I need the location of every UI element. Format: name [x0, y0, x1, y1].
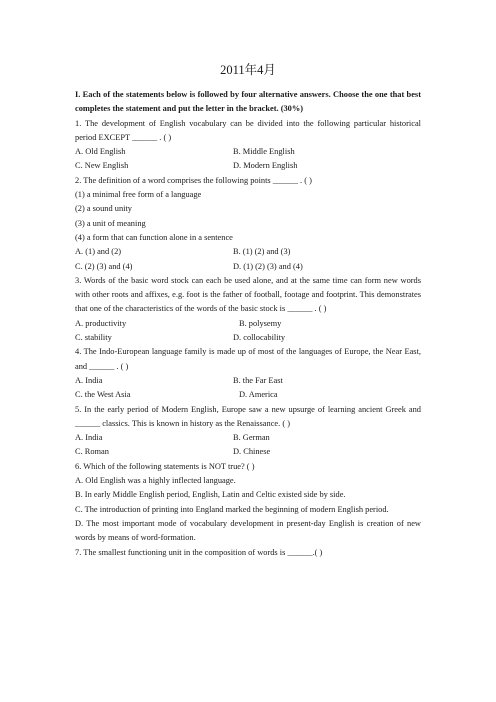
question-1-options-ab [75, 145, 421, 159]
option-c: C. stability [75, 333, 112, 343]
option-a: A. India [75, 433, 103, 443]
question-2-options-ab [75, 245, 421, 259]
question-2-point-4: (4) a form that can function alone in a sentence [75, 232, 233, 242]
question-3-options-ab [75, 317, 421, 331]
option-b: B. In early Middle English period, English, Latin and Celtic existed side by side. [75, 490, 346, 500]
option-d: D. Modern English [233, 161, 298, 171]
question-3-options-cd [75, 331, 421, 345]
option-c: C. Roman [75, 447, 109, 457]
option-d: D. The most important mode of vocabulary development in present-day English is creation of new words by means of word-formation. [75, 518, 421, 543]
option-a: A. Old English [75, 147, 126, 157]
question-1: 1. The development of English vocabulary can be divided into the following particular historical period EXCEPT ______ . ( ) [75, 118, 421, 142]
document-page [75, 62, 421, 560]
question-3: 3. Words of the basic word stock can each be used alone, and at the same time can form new words with other roots and affixes, e.g. foot is the father of football, footage and footprint. This demonstrates that one of the characteristics of the words of the basic stock is ______ . ( ) [75, 275, 421, 314]
option-a: A. (1) and (2) [75, 247, 122, 257]
option-d: D. collocability [233, 333, 286, 343]
question-2-point-1: (1) a minimal free form of a language [75, 190, 202, 200]
option-a: A. India [75, 375, 103, 385]
section-instructions: I. Each of the statements below is followed by four alternative answers. Choose the one that best completes the statement and put the letter in the bracket. (30%) [75, 90, 421, 114]
option-c: C. (2) (3) and (4) [75, 261, 133, 271]
option-b: B. Middle English [233, 147, 295, 157]
question-2-options-cd [75, 260, 421, 274]
question-5: 5. In the early period of Modern English, Europe saw a new upsurge of learning ancient Greek and ______ classics. This is known in history as the Renaissance. ( ) [75, 404, 421, 428]
option-d: D. America [239, 390, 278, 400]
question-5-options-ab [75, 431, 421, 445]
page-title: 2011年4月 [220, 63, 276, 77]
option-c: C. The introduction of printing into England marked the beginning of modern English period. [75, 504, 389, 514]
option-c: C. the West Asia [75, 390, 131, 400]
question-5-options-cd [75, 445, 421, 459]
question-2-point-2: (2) a sound unity [75, 204, 132, 214]
option-d: D. Chinese [233, 447, 271, 457]
option-a: A. productivity [75, 318, 127, 328]
option-b: B. the Far East [233, 375, 283, 385]
option-b: B. German [233, 433, 270, 443]
question-4-options-cd [75, 388, 421, 402]
question-2: 2. The definition of a word comprises the following points ______ . ( ) [75, 175, 312, 185]
question-7: 7. The smallest functioning unit in the composition of words is ______.( ) [75, 547, 323, 557]
option-d: D. (1) (2) (3) and (4) [233, 261, 303, 271]
question-2-point-3: (3) a unit of meaning [75, 218, 146, 228]
option-c: C. New English [75, 161, 129, 171]
question-4: 4. The Indo-European language family is made up of most of the languages of Europe, the Near East, and ______ . ( ) [75, 347, 421, 371]
option-a: A. Old English was a highly inflected language. [75, 476, 236, 486]
option-b: B. polysemy [239, 318, 282, 328]
question-1-options-cd [75, 159, 421, 173]
question-6: 6. Which of the following statements is NOT true? ( ) [75, 461, 255, 471]
option-b: B. (1) (2) and (3) [233, 247, 291, 257]
question-4-options-ab [75, 374, 421, 388]
